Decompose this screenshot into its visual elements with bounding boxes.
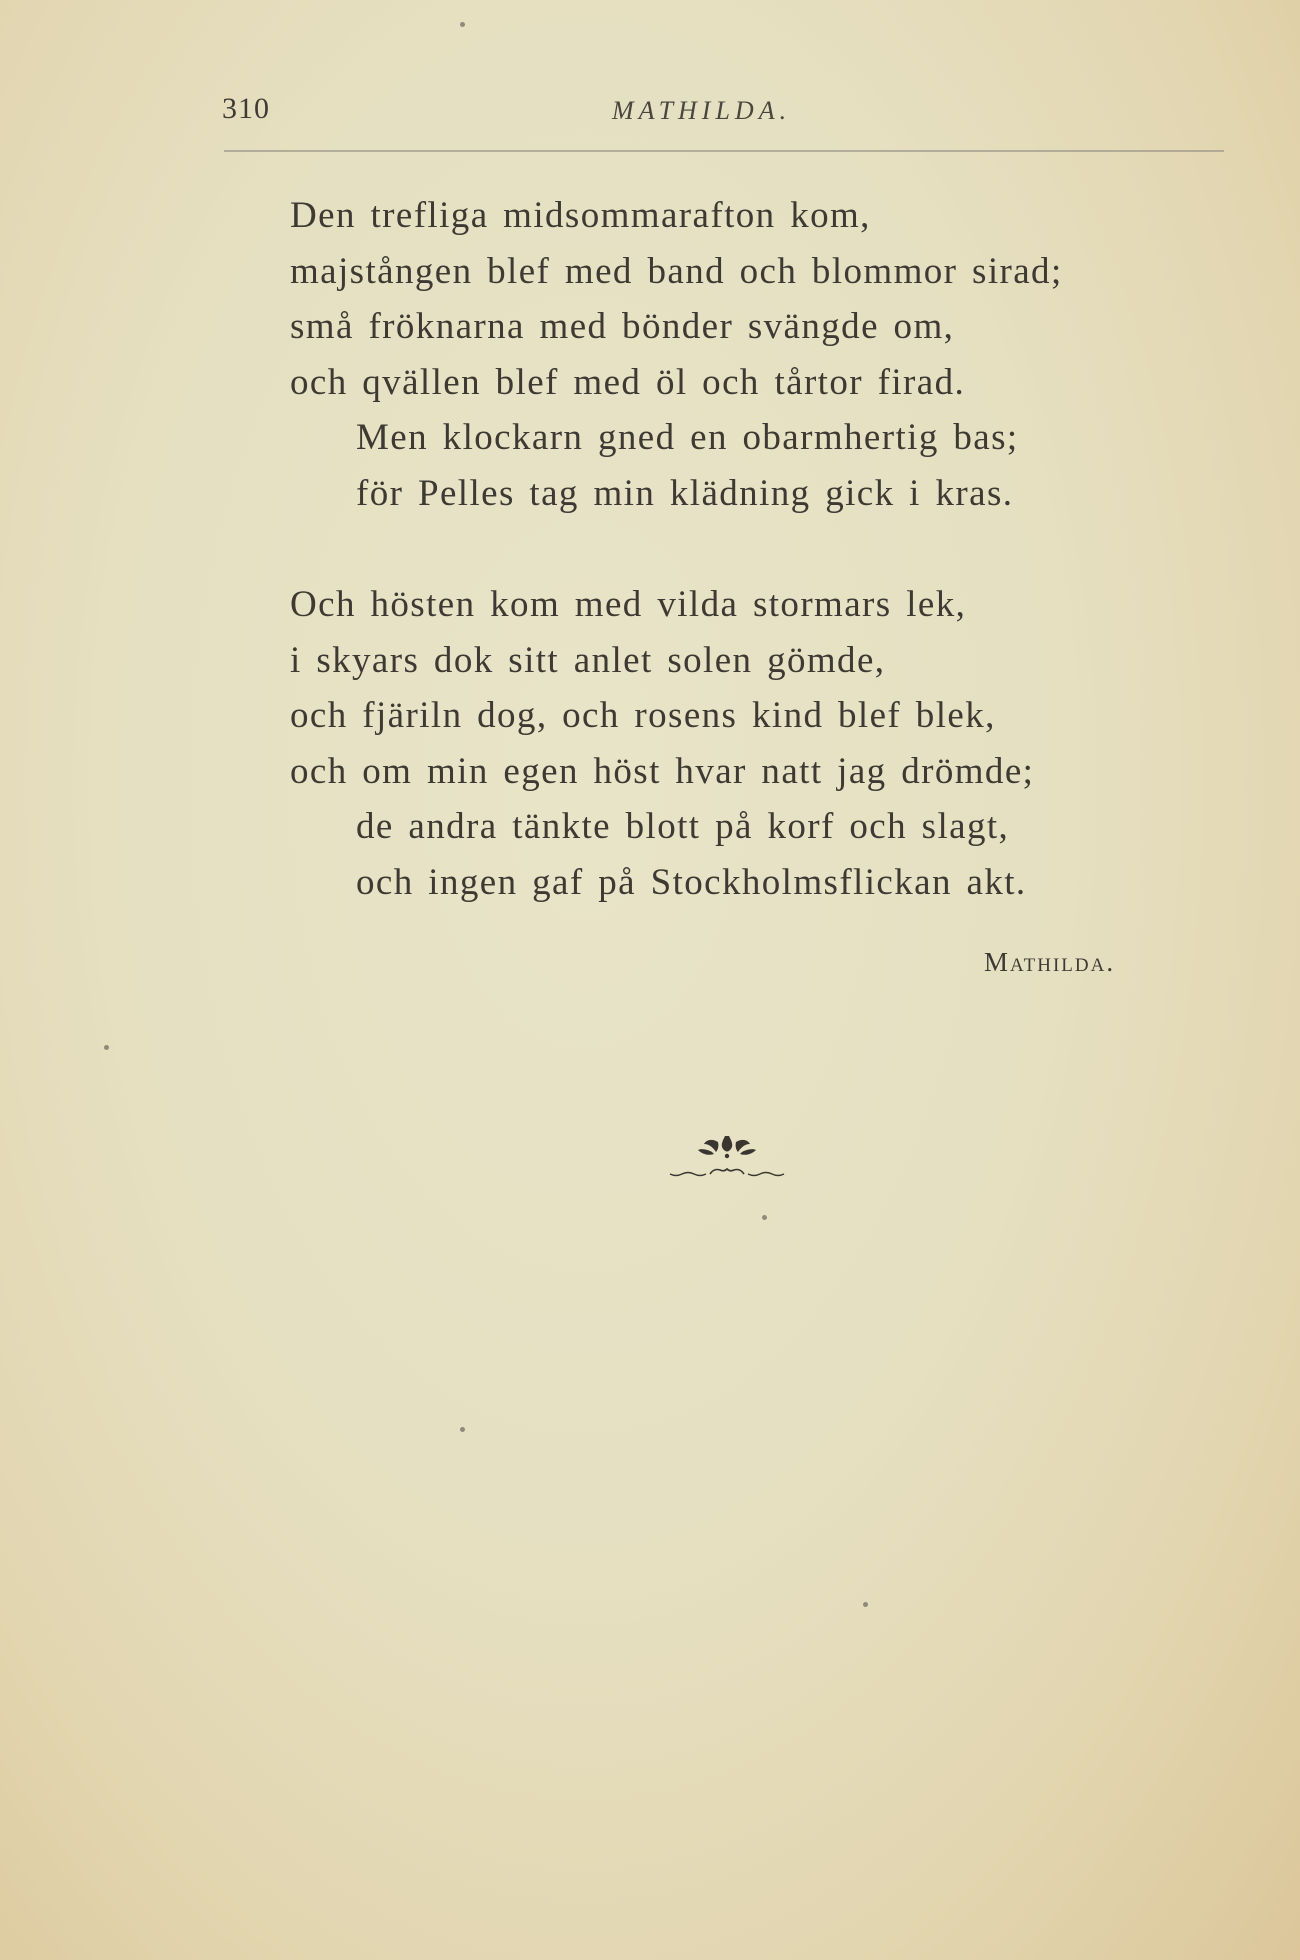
running-title: MATHILDA. [612,96,792,125]
paper-speck [762,1215,767,1220]
poem-line: och om min egen höst hvar natt jag drömde; [290,750,1035,792]
paper-speck [863,1602,868,1607]
stanza-2 [290,577,1250,910]
author-signature: Mathilda. [984,947,1116,977]
poem-line-indented: de andra tänkte blott på korf och slagt, [356,806,1010,847]
page-number: 310 [222,92,270,125]
stanza-1 [290,188,1250,521]
poem-line-indented: för Pelles tag min klädning gick i kras. [356,472,1014,514]
poem-line: Den trefliga midsommarafton kom, [290,195,871,236]
header-rule [224,150,1224,152]
poem-line-indented: Men klockarn gned en obarmhertig bas; [356,417,1019,458]
poem-line: och fjäriln dog, och rosens kind blef blek, [290,695,996,736]
poem-line-indented: och ingen gaf på Stockholmsflickan akt. [356,861,1027,903]
poem-line: majstången blef med band och blommor sirad; [290,250,1063,292]
poem-line: Och hösten kom med vilda stormars lek, [290,584,967,625]
poem-line: små fröknarna med bönder svängde om, [290,306,955,347]
paper-speck [460,1427,465,1432]
poem-line: och qvällen blef med öl och tårtor firad. [290,361,966,403]
poem-line: i skyars dok sitt anlet solen gömde, [290,639,886,681]
paper-speck [460,22,465,27]
paper-speck [104,1045,109,1050]
floral-tailpiece-icon [662,1128,792,1188]
